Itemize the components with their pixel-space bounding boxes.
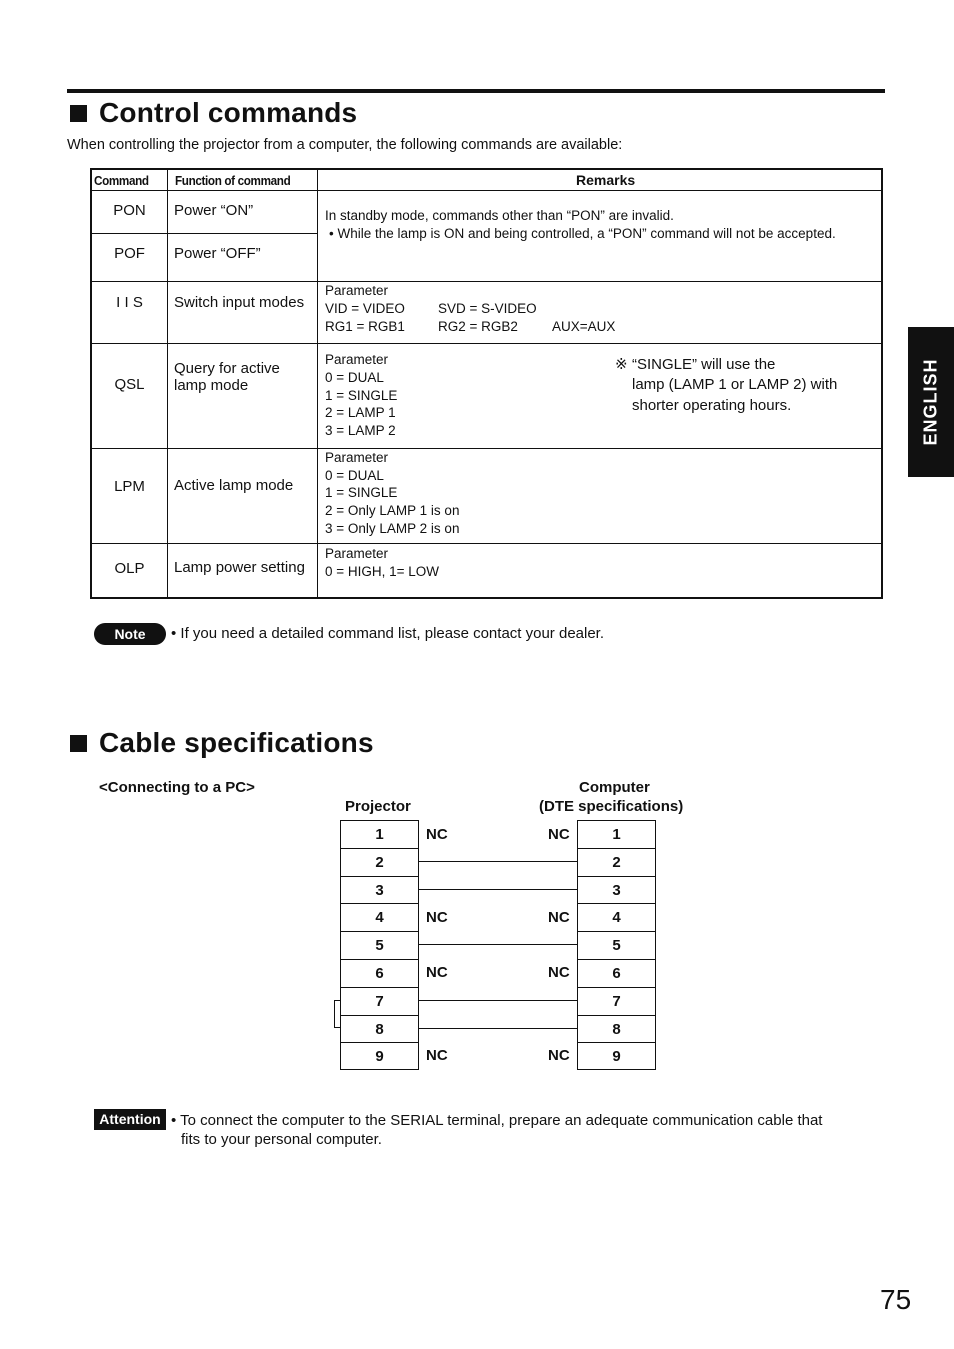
wire xyxy=(419,1000,577,1001)
computer-pin: 6 xyxy=(578,960,655,988)
qsl-note-mark: ※ xyxy=(615,356,628,373)
computer-pin-box xyxy=(577,820,656,1070)
lpm-param-label: Parameter xyxy=(325,450,389,465)
lpm-line: 1 = SINGLE xyxy=(325,485,398,500)
func-pon: Power “ON” xyxy=(174,202,254,219)
computer-pin: 3 xyxy=(578,877,655,905)
wire xyxy=(419,889,577,890)
cmd-qsl: QSL xyxy=(114,376,145,393)
header-command: Command xyxy=(94,173,149,188)
side-tab-label: ENGLISH xyxy=(920,358,941,446)
table-divider xyxy=(92,190,881,191)
func-iis: Switch input modes xyxy=(174,294,305,311)
qsl-note-line: lamp (LAMP 1 or LAMP 2) with xyxy=(632,376,838,393)
projector-pin: 4 xyxy=(341,904,418,932)
computer-pin: 7 xyxy=(578,988,655,1016)
section-title-text: Control commands xyxy=(99,97,358,128)
qsl-note-line: shorter operating hours. xyxy=(632,397,792,414)
wire xyxy=(419,1028,577,1029)
remark-power-line2: • While the lamp is ON and being controlled, a “PON” command will not be accepted. xyxy=(329,226,836,241)
cmd-iis: I I S xyxy=(116,294,143,311)
nc-label: NC xyxy=(548,909,570,926)
table-divider xyxy=(92,343,881,344)
top-rule xyxy=(67,89,885,93)
qsl-line: 1 = SINGLE xyxy=(325,388,398,403)
remark-power-line1: In standby mode, commands other than “PON” are invalid. xyxy=(325,208,674,223)
cmd-lpm: LPM xyxy=(114,478,145,495)
func-olp: Lamp power setting xyxy=(174,559,305,576)
table-divider xyxy=(92,448,881,449)
projector-pin-box xyxy=(340,820,419,1070)
table-divider xyxy=(167,170,168,597)
iis-rg2: RG2 = RGB2 xyxy=(438,319,518,334)
note-text: • If you need a detailed command list, please contact your dealer. xyxy=(171,625,605,642)
loopback-bracket xyxy=(334,1000,340,1028)
olp-param-label: Parameter xyxy=(325,546,389,561)
iis-rg1: RG1 = RGB1 xyxy=(325,319,405,334)
computer-pin: 5 xyxy=(578,932,655,960)
lpm-line: 3 = Only LAMP 2 is on xyxy=(325,521,460,536)
note-badge: Note xyxy=(94,623,166,645)
iis-aux: AUX=AUX xyxy=(552,319,616,334)
computer-pin: 8 xyxy=(578,1016,655,1044)
computer-label: Computer xyxy=(579,779,650,796)
projector-pin: 6 xyxy=(341,960,418,988)
computer-pin: 1 xyxy=(578,821,655,849)
nc-label: NC xyxy=(426,964,448,981)
table-divider xyxy=(317,170,318,597)
nc-label: NC xyxy=(426,826,448,843)
projector-pin: 5 xyxy=(341,932,418,960)
projector-pin: 9 xyxy=(375,1048,384,1066)
page-number: 75 xyxy=(880,1284,912,1315)
cmd-pon: PON xyxy=(113,202,146,219)
projector-pin: 2 xyxy=(341,849,418,877)
section-title-cable-specifications xyxy=(70,727,374,759)
connecting-subtitle: <Connecting to a PC> xyxy=(99,779,255,796)
func-lpm: Active lamp mode xyxy=(174,477,294,494)
projector-label: Projector xyxy=(345,798,411,815)
computer-pin: 2 xyxy=(578,849,655,877)
projector-pin: 3 xyxy=(341,877,418,905)
square-bullet-icon xyxy=(70,735,87,752)
qsl-line: 0 = DUAL xyxy=(325,370,384,385)
attention-text-line2: fits to your personal computer. xyxy=(181,1131,382,1148)
wire xyxy=(419,861,577,862)
qsl-note-line: “SINGLE” will use the xyxy=(632,356,776,373)
cmd-pof: POF xyxy=(114,245,145,262)
nc-label: NC xyxy=(426,1047,448,1064)
wire xyxy=(419,944,577,945)
iis-vid: VID = VIDEO xyxy=(325,301,405,316)
section-title-text: Cable specifications xyxy=(99,727,374,758)
square-bullet-icon xyxy=(70,105,87,122)
header-remarks: Remarks xyxy=(576,172,636,188)
language-side-tab xyxy=(908,327,954,477)
nc-label: NC xyxy=(548,826,570,843)
iis-param-label: Parameter xyxy=(325,283,389,298)
table-divider xyxy=(92,543,881,544)
attention-text-line1: • To connect the computer to the SERIAL terminal, prepare an adequate communication cable that xyxy=(171,1112,823,1129)
header-function: Function of command xyxy=(175,173,291,188)
table-divider xyxy=(92,233,317,234)
attention-badge: Attention xyxy=(94,1109,166,1130)
computer-pin: 9 xyxy=(612,1048,621,1066)
projector-pin: 8 xyxy=(341,1016,418,1044)
func-qsl-line1: Query for active xyxy=(174,360,280,377)
qsl-param-label: Parameter xyxy=(325,352,389,367)
nc-label: NC xyxy=(426,909,448,926)
command-table xyxy=(90,168,883,599)
computer-label-spec: (DTE specifications) xyxy=(539,798,684,815)
func-qsl-line2: lamp mode xyxy=(174,377,249,394)
cmd-olp: OLP xyxy=(114,560,145,577)
func-pof: Power “OFF” xyxy=(174,245,261,262)
projector-pin: 1 xyxy=(341,821,418,849)
iis-svd: SVD = S-VIDEO xyxy=(438,301,537,316)
qsl-line: 2 = LAMP 1 xyxy=(325,405,396,420)
nc-label: NC xyxy=(548,964,570,981)
olp-line: 0 = HIGH, 1= LOW xyxy=(325,564,440,579)
section-title-control-commands xyxy=(70,97,357,129)
computer-pin: 4 xyxy=(578,904,655,932)
lpm-line: 0 = DUAL xyxy=(325,468,384,483)
nc-label: NC xyxy=(548,1047,570,1064)
lpm-line: 2 = Only LAMP 1 is on xyxy=(325,503,460,518)
table-divider xyxy=(92,281,881,282)
projector-pin: 7 xyxy=(341,988,418,1016)
intro-text: When controlling the projector from a computer, the following commands are available: xyxy=(67,137,623,153)
qsl-line: 3 = LAMP 2 xyxy=(325,423,396,438)
